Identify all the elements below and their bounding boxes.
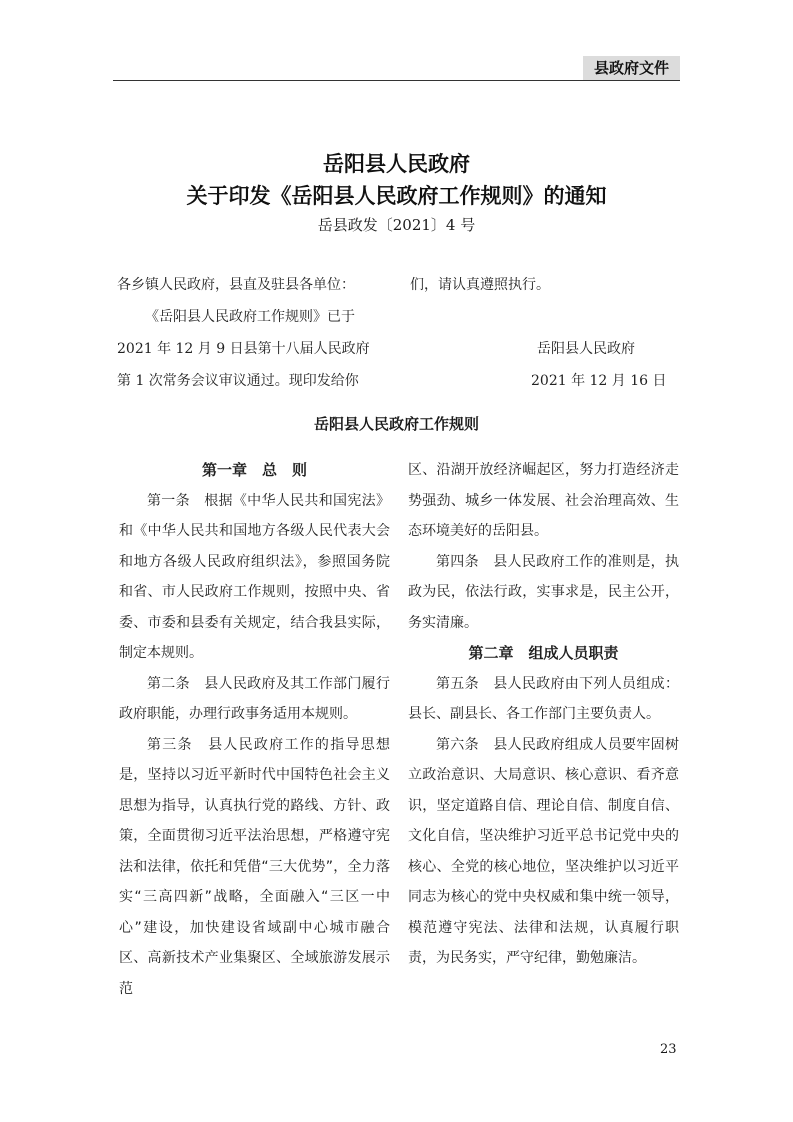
article-paragraph: 第二条 县人民政府及其工作部门履行政府职能，办理行政事务适用本规则。 [119,675,390,722]
article-paragraph: 第三条 县人民政府工作的指导思想是，坚持以习近平新时代中国特色社会主义思想为指导，认真执行党的路线、方针、政策，全面贯彻习近平法治思想，严格遵守宪法和法律，依托和凭借“三大优势”，全力落实“三高四新”战略，全面融入“三区一中心”建设，加快建设省域副中心城市融合区、高新技术产业集聚区、全域旅游发展示范 [119,736,390,997]
rules-right-column [408,455,679,974]
notice-title-line1: 岳阳县人民政府 [323,152,470,176]
article-paragraph-continued: 区、沿湖开放经济崛起区，努力打造经济走势强劲、城乡一体发展、社会治理高效、生态环境美好的岳阳县。 [408,462,679,539]
article-paragraph: 第四条 县人民政府工作的准则是，执政为民，依法行政，实事求是，民主公开，务实清廉。 [408,553,679,631]
chapter-heading: 第二章 组成人员职责 [468,644,619,662]
document-number: 岳县政发〔2021〕4 号 [317,216,476,234]
article-paragraph: 第一条 根据《中华人民共和国宪法》和《中华人民共和国地方各级人民代表大会和地方各级人民政府组织法》，参照国务院和省、市人民政府工作规则，按照中央、省委、市委和县委有关规定，结合我县实际，制定本规则。 [119,492,390,661]
notice-title-line2: 关于印发《岳阳县人民政府工作规则》的通知 [186,184,607,208]
header-rule [113,80,680,81]
chapter-heading: 第一章 总 则 [201,461,307,479]
article-paragraph: 第五条 县人民政府由下列人员组成：县长、副县长、各工作部门主要负责人。 [408,675,679,722]
notice-date: 2021 年 12 月 16 日 [531,373,667,389]
section-tab: 县政府文件 [583,56,680,80]
notice-body-line1: 《岳阳县人民政府工作规则》已于 [145,309,355,325]
notice-body-line3: 第 1 次常务会议审议通过。现印发给你 [117,373,359,389]
notice-body-line4: 们，请认真遵照执行。 [410,277,550,293]
rules-title: 岳阳县人民政府工作规则 [313,415,479,433]
article-paragraph: 第六条 县人民政府组成人员要牢固树立政治意识、大局意识、核心意识、看齐意识，坚定道路自信、理论自信、制度自信、文化自信，坚决维护习近平总书记党中央的核心、全党的核心地位，坚决维护以习近平同志为核心的党中央权威和集中统一领导，模范遵守宪法、法律和法规，认真履行职责，为民务实，严守纪律，勤勉廉洁。 [408,736,679,966]
notice-body-line2: 2021 年 12 月 9 日县第十八届人民政府 [117,341,370,357]
rules-left-column [119,455,390,1004]
notice-signature: 岳阳县人民政府 [537,341,635,357]
page-number: 23 [660,1042,677,1057]
notice-salutation: 各乡镇人民政府，县直及驻县各单位： [117,277,355,293]
